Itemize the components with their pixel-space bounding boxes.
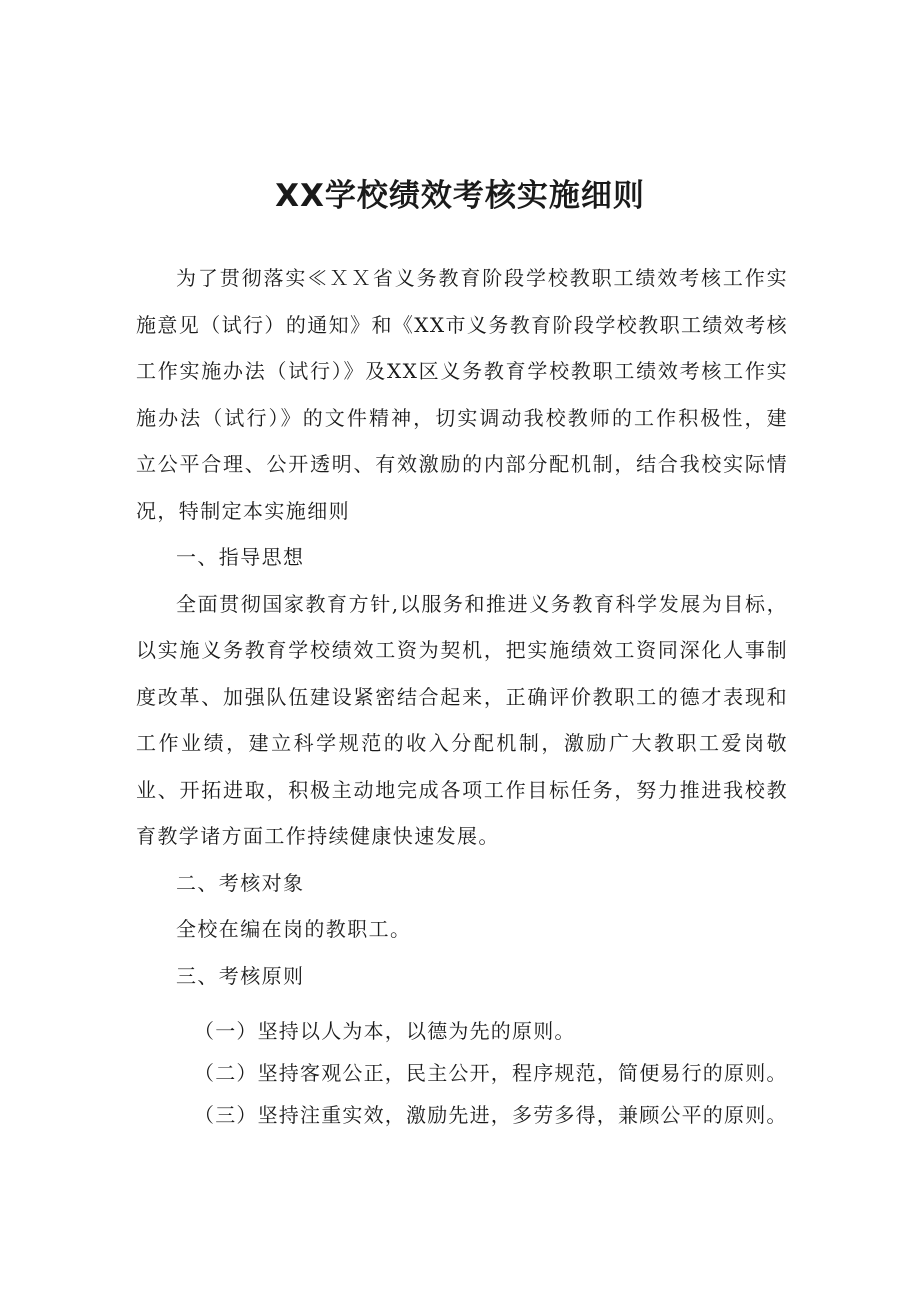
section-text-assessment-target: 全校在编在岗的教职工。 <box>176 917 412 941</box>
principle-item: （一）坚持以人为本，以德为先的原则。 <box>194 1019 576 1043</box>
intro-paragraph: 为了贯彻落实≪ＸＸ省义务教育阶段学校教职工绩效考核工作实施意见（试行）的通知》和《XX市义务教育阶段学校教职工绩效考核工作实施办法（试行）》及XX区义务教育学校教职工绩效考核工作实施办法（试行）》的文件精神，切实调动我校教师的工作积极性，建立公平合理、公开透明、有效激励的内部分配机制，结合我校实际情况，特制定本实施细则 <box>136 266 788 523</box>
section-heading-assessment-target: 二、考核对象 <box>176 870 305 895</box>
principle-item: （二）坚持客观公正，民主公开，程序规范，简便易行的原则。 <box>194 1061 788 1085</box>
principles-list <box>136 1010 836 1136</box>
section-text-guiding-ideology: 全面贯彻国家教育方针,以服务和推进义务教育科学发展为目标，以实施义务教育学校绩效工资为契机，把实施绩效工资同深化人事制度改革、加强队伍建设紧密结合起来，正确评价教职工的德才表现和工作业绩，建立科学规范的收入分配机制，激励广大教职工爱岗敬业、开拓进取，积极主动地完成各项工作目标任务，努力推进我校教育教学诸方面工作持续健康快速发展。 <box>136 591 788 848</box>
document-body <box>136 255 788 999</box>
section-heading-guiding-ideology: 一、指导思想 <box>176 545 305 569</box>
section-heading-assessment-principles: 三、考核原则 <box>176 963 305 988</box>
principle-item: （三）坚持注重实效，激励先进，多劳多得，兼顾公平的原则。 <box>194 1103 788 1127</box>
document-title: XX学校绩效考核实施细则 <box>275 178 645 214</box>
